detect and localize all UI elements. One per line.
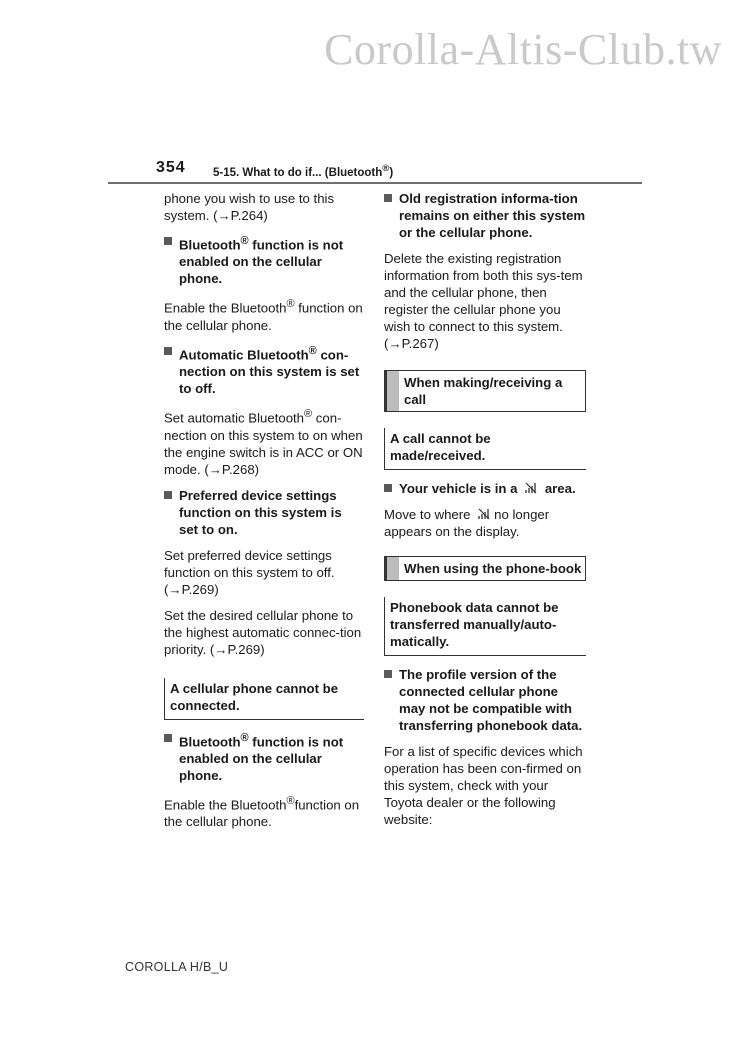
left-column — [164, 190, 364, 839]
footer: COROLLA H/B_U — [125, 960, 229, 974]
square-bullet-icon — [164, 491, 172, 499]
watermark: Corolla-Altis-Club.tw — [324, 25, 722, 74]
square-bullet-icon — [384, 194, 392, 202]
bullet-item: Old registration informa-tion remains on either this system or the cellular phone. — [384, 190, 586, 241]
page-header — [108, 160, 642, 184]
bullet-item: Preferred device settings function on this system is set to on. — [164, 487, 364, 538]
square-bullet-icon — [164, 734, 172, 742]
square-bullet-icon — [164, 347, 172, 355]
section-heading: When using the phone-book — [384, 556, 586, 581]
no-signal-icon — [477, 508, 491, 520]
bullet-item: Your vehicle is in a area. — [384, 480, 586, 497]
bullet-item: Bluetooth® function is not enabled on the cellular phone. — [164, 730, 364, 784]
section-heading: When making/receiving a call — [384, 370, 586, 412]
paragraph: Set preferred device settings function on this system to off. (→P.269) — [164, 547, 335, 597]
paragraph: Enable the Bluetooth® function on the cellular phone. — [164, 298, 363, 333]
bullet-item: Automatic Bluetooth® con-nection on this system is set to off. — [164, 343, 364, 397]
right-column — [384, 190, 586, 837]
paragraph: Enable the Bluetooth®function on the cellular phone. — [164, 794, 360, 830]
paragraph: Delete the existing registration information from both this sys-tem and the cellular phone, then register the cellular phone you wish to connect to this system. (→P.267) — [384, 251, 583, 351]
paragraph: Set the desired cellular phone to the highest automatic connec-tion priority. (→P.269) — [164, 607, 362, 657]
square-bullet-icon — [384, 670, 392, 678]
paragraph: For a list of specific devices which operation has been con-firmed on this system, check with your Toyota dealer or the following website: — [384, 744, 583, 827]
paragraph: Set automatic Bluetooth® con-nection on this system to on when the engine switch is in ACC or ON mode. (→P.268) — [164, 408, 363, 477]
section-title: 5-15. What to do if... (Bluetooth®) — [213, 163, 394, 179]
square-bullet-icon — [384, 484, 392, 492]
subsection-heading: A cellular phone cannot be connected. — [164, 678, 364, 720]
square-bullet-icon — [164, 237, 172, 245]
no-signal-icon — [524, 482, 538, 494]
paragraph: phone you wish to use to this system. (→P.264) — [164, 191, 335, 223]
bullet-item: The profile version of the connected cellular phone may not be compatible with transferring phonebook data. — [384, 666, 586, 734]
page-number: 354 — [156, 159, 186, 176]
subsection-heading: Phonebook data cannot be transferred manually/auto-matically. — [384, 597, 586, 656]
subsection-heading: A call cannot be made/received. — [384, 428, 586, 470]
bullet-item: Bluetooth® function is not enabled on the cellular phone. — [164, 233, 364, 287]
paragraph: Move to where no longer appears on the display. — [384, 507, 550, 539]
